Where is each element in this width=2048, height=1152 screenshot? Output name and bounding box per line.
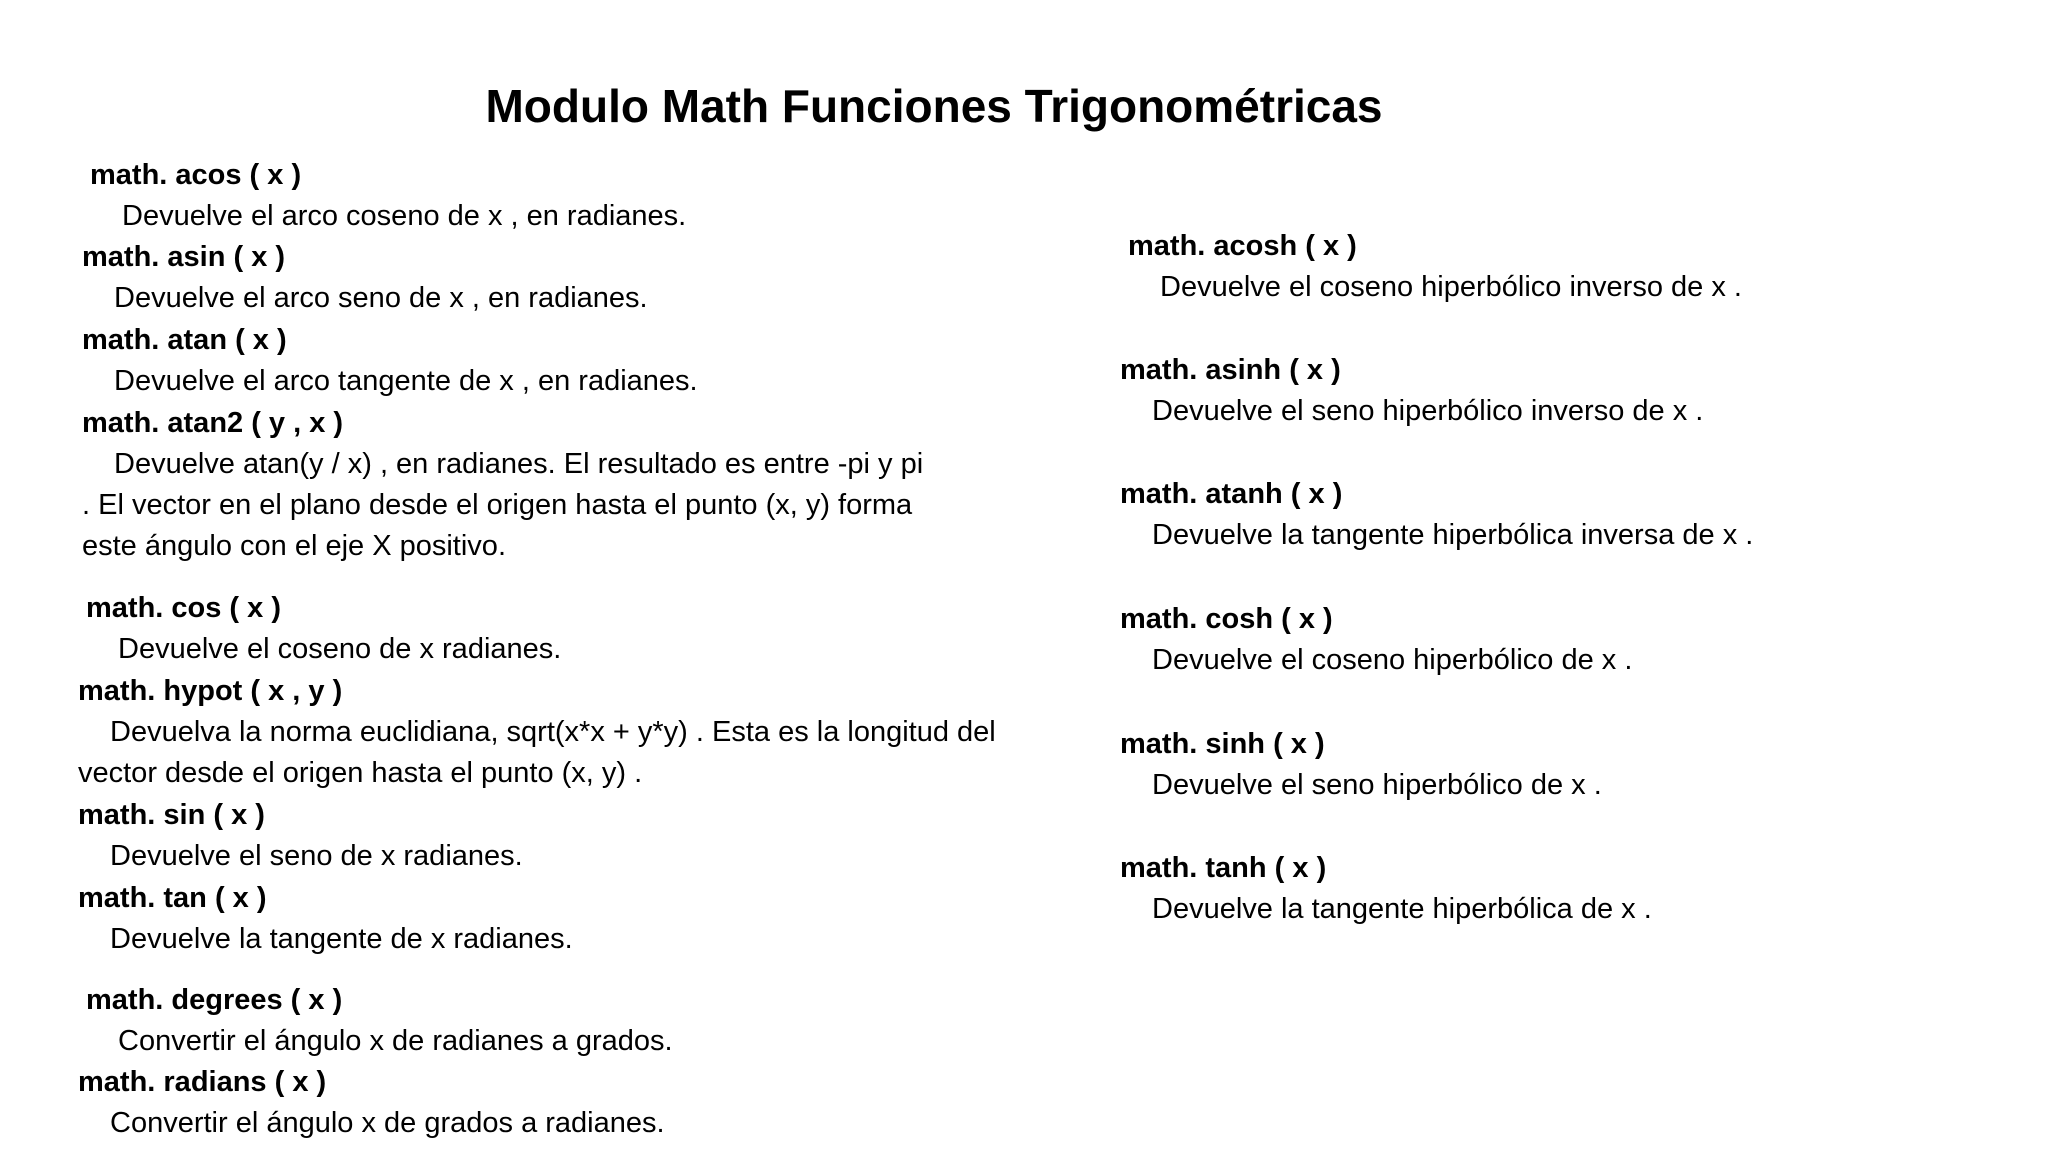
function-description: Devuelve el arco coseno de x , en radianes. <box>122 200 687 232</box>
entry-atanh <box>1120 474 1753 556</box>
function-signature: math. cosh ( x ) <box>1120 603 1333 635</box>
function-signature: math. tan ( x ) <box>78 882 267 914</box>
function-signature: math. sin ( x ) <box>78 799 265 831</box>
function-description: Devuelve el coseno hiperbólico inverso de x . <box>1160 271 1742 303</box>
function-signature: math. radians ( x ) <box>78 1066 327 1098</box>
function-description: Convertir el ángulo x de radianes a grados. <box>118 1025 673 1057</box>
function-description: Devuelve atan(y / x) , en radianes. El resultado es entre -pi y pi <box>114 448 924 480</box>
function-signature: math. atanh ( x ) <box>1120 478 1343 510</box>
function-description: este ángulo con el eje X positivo. <box>82 530 506 562</box>
function-description: vector desde el origen hasta el punto (x, y) . <box>78 757 643 789</box>
entry-degrees <box>86 980 673 1062</box>
function-description: . El vector en el plano desde el origen hasta el punto (x, y) forma <box>82 489 913 521</box>
function-signature: math. asin ( x ) <box>82 241 286 273</box>
function-signature: math. tanh ( x ) <box>1120 852 1327 884</box>
entry-asin <box>82 237 648 319</box>
function-signature: math. cos ( x ) <box>86 592 281 624</box>
entry-atan <box>82 320 698 402</box>
entry-acos <box>90 155 686 237</box>
function-description: Devuelve el coseno hiperbólico de x . <box>1152 644 1633 676</box>
entry-acosh <box>1128 226 1742 308</box>
entry-tanh <box>1120 848 1652 930</box>
entry-radians <box>78 1062 665 1144</box>
function-description: Devuelva la norma euclidiana, sqrt(x*x + y*y) . Esta es la longitud del <box>110 716 996 748</box>
function-signature: math. hypot ( x , y ) <box>78 675 343 707</box>
function-signature: math. atan ( x ) <box>82 324 287 356</box>
function-signature: math. sinh ( x ) <box>1120 728 1325 760</box>
entry-cosh <box>1120 599 1632 681</box>
function-description: Devuelve la tangente hiperbólica de x . <box>1152 893 1652 925</box>
function-description: Devuelve la tangente de x radianes. <box>110 923 573 955</box>
function-signature: math. degrees ( x ) <box>86 984 343 1016</box>
entry-hypot <box>78 671 996 794</box>
function-description: Devuelve el seno hiperbólico inverso de x . <box>1152 395 1704 427</box>
function-description: Devuelve el arco tangente de x , en radianes. <box>114 365 698 397</box>
function-signature: math. acosh ( x ) <box>1128 230 1357 262</box>
entry-cos <box>86 588 561 670</box>
function-description: Devuelve el seno de x radianes. <box>110 840 523 872</box>
function-signature: math. acos ( x ) <box>90 159 302 191</box>
function-signature: math. asinh ( x ) <box>1120 354 1341 386</box>
function-description: Devuelve el seno hiperbólico de x . <box>1152 769 1602 801</box>
function-description: Devuelve la tangente hiperbólica inversa de x . <box>1152 519 1754 551</box>
entry-sin <box>78 795 523 877</box>
function-description: Convertir el ángulo x de grados a radianes. <box>110 1107 665 1139</box>
page-title: Modulo Math Funciones Trigonométricas <box>485 80 1383 132</box>
entry-asinh <box>1120 350 1703 432</box>
entry-sinh <box>1120 724 1602 806</box>
entry-tan <box>78 878 573 960</box>
function-description: Devuelve el arco seno de x , en radianes. <box>114 282 648 314</box>
entry-atan2 <box>82 403 923 567</box>
function-signature: math. atan2 ( y , x ) <box>82 407 344 439</box>
function-description: Devuelve el coseno de x radianes. <box>118 633 562 665</box>
